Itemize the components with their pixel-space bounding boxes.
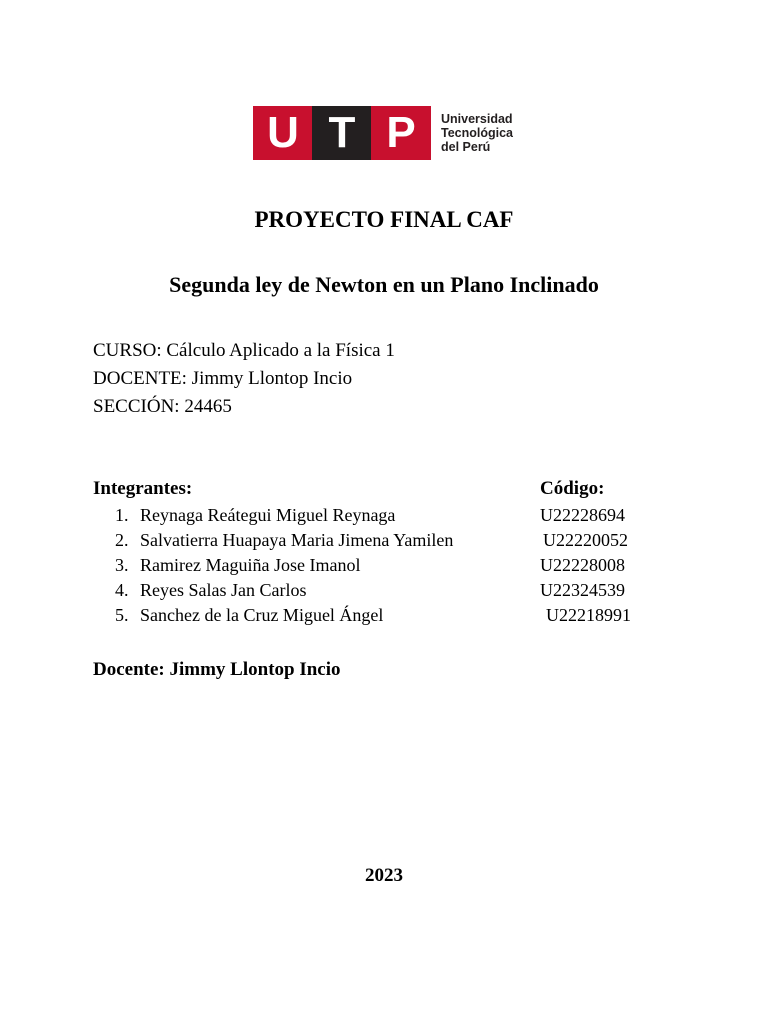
member-number: 3.	[115, 555, 129, 575]
logo-name-line-1: Universidad	[441, 112, 513, 126]
member-number: 2.	[115, 530, 129, 550]
document-year: 2023	[365, 865, 403, 886]
member-name: Reynaga Reátegui Miguel Reynaga	[140, 505, 396, 525]
logo-letter-u: U	[253, 106, 313, 160]
document-title: PROYECTO FINAL CAF	[254, 207, 514, 232]
member-name: Ramirez Maguiña Jose Imanol	[140, 555, 361, 575]
logo-name-line-2: Tecnológica	[441, 126, 514, 140]
codes-header: Código:	[540, 478, 605, 499]
member-code: U22218991	[546, 605, 631, 625]
member-name: Salvatierra Huapaya Maria Jimena Yamilen	[140, 530, 454, 550]
logo-letter-t: T	[312, 106, 372, 160]
members-header: Integrantes:	[93, 478, 193, 499]
list-item	[0, 580, 768, 605]
member-code: U22220052	[543, 530, 628, 550]
document-subtitle: Segunda ley de Newton en un Plano Inclinado	[169, 272, 599, 297]
member-code: U22324539	[540, 580, 625, 600]
member-number: 4.	[115, 580, 129, 600]
logo-letter-p: P	[371, 106, 431, 160]
list-item	[0, 530, 768, 555]
section-line: SECCIÓN: 24465	[93, 396, 232, 417]
teacher-line: DOCENTE: Jimmy Llontop Incio	[93, 368, 353, 389]
member-name: Sanchez de la Cruz Miguel Ángel	[140, 605, 384, 625]
list-item	[0, 555, 768, 580]
member-name: Reyes Salas Jan Carlos	[140, 580, 307, 600]
list-item	[0, 605, 768, 630]
course-line: CURSO: Cálculo Aplicado a la Física 1	[93, 340, 395, 361]
member-number: 1.	[115, 505, 129, 525]
member-code: U22228008	[540, 555, 625, 575]
member-number: 5.	[115, 605, 129, 625]
logo-name-line-3: del Perú	[441, 140, 491, 154]
logo-university-name	[441, 112, 513, 154]
member-code: U22228694	[540, 505, 625, 525]
list-item	[0, 505, 768, 530]
course-info	[93, 337, 395, 421]
teacher-footer: Docente: Jimmy Llontop Incio	[93, 659, 341, 680]
utp-logo	[253, 106, 533, 162]
